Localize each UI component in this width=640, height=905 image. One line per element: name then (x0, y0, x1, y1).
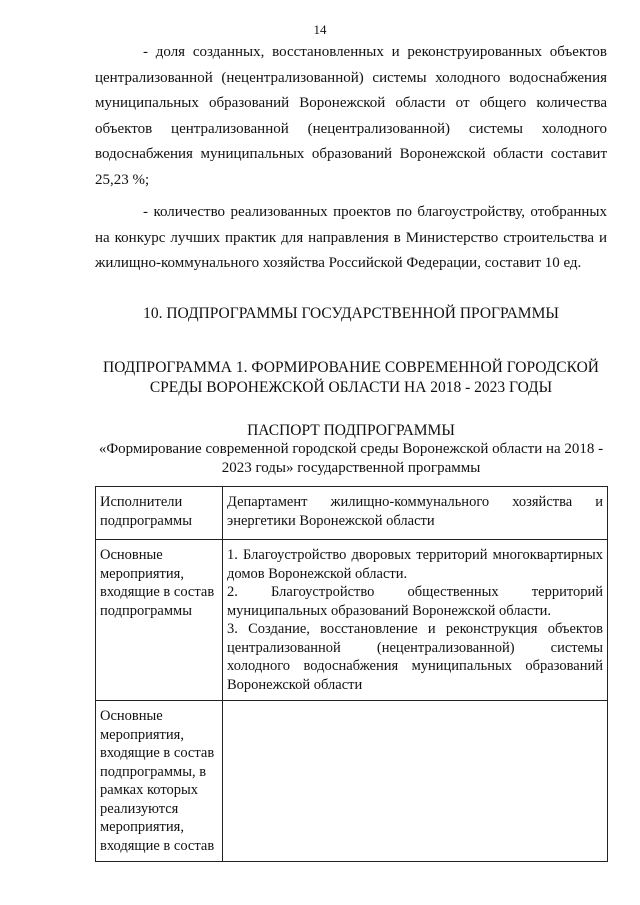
row-value-main-activities (223, 540, 608, 701)
passport-subtitle: «Формирование современной городской среды Воронежской области на 2018 - 2023 годы» государственной программы (98, 441, 604, 476)
body-text (95, 40, 607, 277)
activity-item-3: 3. Создание, восстановление и реконструкция объектов централизованной (нецентрализованной) системы холодного водоснабжения муниципальных образований Воронежской области (227, 621, 603, 693)
table-row (96, 487, 608, 540)
passport-table (95, 486, 608, 862)
row-label-main-activities: Основные мероприятия, входящие в состав подпрограммы (96, 540, 223, 701)
row-label-activities-within: Основные мероприятия, входящие в состав подпрограммы, в рамках которых реализуются мероприятия, входящие в состав (96, 701, 223, 862)
activity-item-1: 1. Благоустройство дворовых территорий многоквартирных домов Воронежской области. (227, 547, 603, 582)
subprogram-heading: ПОДПРОГРАММА 1. ФОРМИРОВАНИЕ СОВРЕМЕННОЙ ГОРОДСКОЙ СРЕДЫ ВОРОНЕЖСКОЙ ОБЛАСТИ НА 2018 - 2023 ГОДЫ (103, 359, 599, 396)
passport-title: ПАСПОРТ ПОДПРОГРАММЫ (247, 422, 455, 439)
row-value-activities-within (223, 701, 608, 862)
row-label-executors: Исполнители подпрограммы (96, 487, 223, 540)
section-heading: 10. ПОДПРОГРАММЫ ГОСУДАРСТВЕННОЙ ПРОГРАММЫ (143, 305, 559, 322)
row-value-executors: Департамент жилищно-коммунального хозяйства и энергетики Воронежской области (223, 487, 608, 540)
table-row (96, 540, 608, 701)
paragraph-projects-count: - количество реализованных проектов по благоустройству, отобранных на конкурс лучших практик для направления в Министерство строительства и жилищно-коммунального хозяйства Российской Федерации, составит 10 ед. (95, 204, 607, 271)
activity-item-2: 2. Благоустройство общественных территорий муниципальных образований Воронежской области. (227, 584, 603, 619)
table-row (96, 701, 608, 862)
page-number: 14 (313, 22, 327, 37)
paragraph-water-supply-share: - доля созданных, восстановленных и реконструированных объектов централизованной (нецентрализованной) системы холодного водоснабжения муниципальных образований Воронежской области от общего количества объектов централизованной (нецентрализованной) системы холодного водоснабжения муниципальных образований Воронежской области составит 25,23 %; (95, 44, 607, 188)
